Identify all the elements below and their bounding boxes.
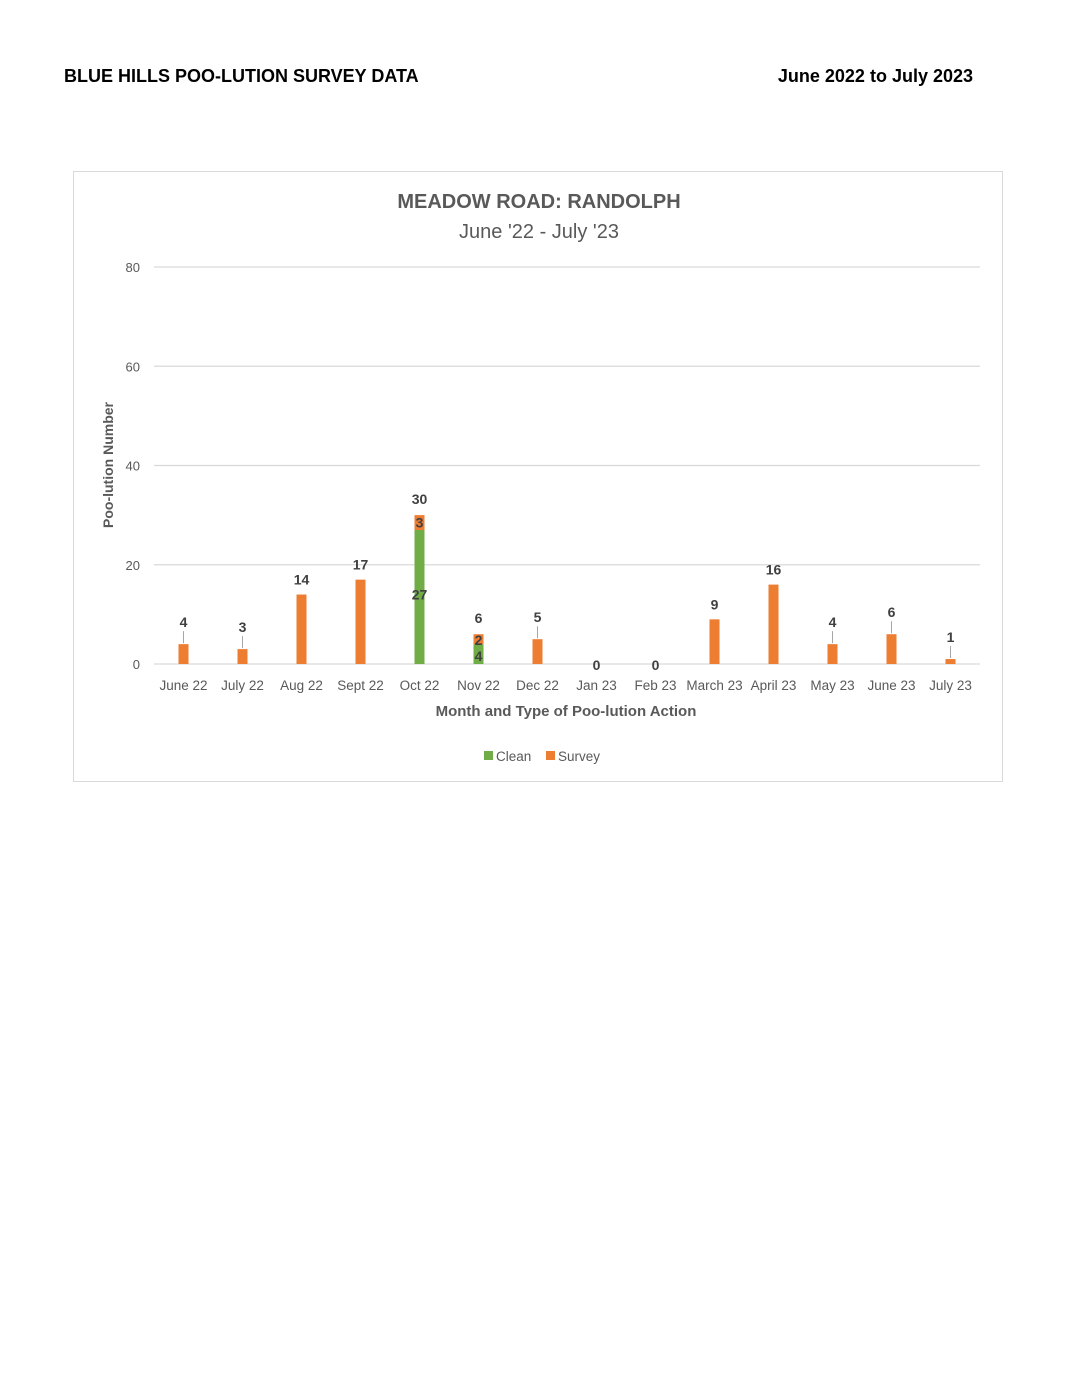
total-label-8: 0 <box>651 657 660 673</box>
x-tick-label: July 22 <box>221 678 264 693</box>
total-label-10: 16 <box>765 561 782 578</box>
y-tick-label: 80 <box>125 260 140 275</box>
total-label-9: 9 <box>710 596 719 613</box>
total-label-12: 6 <box>887 604 896 621</box>
total-label-1: 3 <box>238 619 247 636</box>
x-tick-label: Oct 22 <box>399 678 440 693</box>
total-label-7: 0 <box>592 657 601 673</box>
legend-swatch-clean <box>484 751 493 760</box>
y-tick-label: 40 <box>125 458 140 474</box>
x-tick-label: June 23 <box>867 678 916 693</box>
bar-survey-2 <box>297 595 307 664</box>
bars <box>179 515 956 664</box>
bar-survey-3 <box>356 580 366 664</box>
chart-title: MEADOW ROAD: RANDOLPH <box>397 191 681 213</box>
legend-label-survey: Survey <box>558 749 601 764</box>
total-label-3: 17 <box>352 556 369 573</box>
segment-label-2: 4 <box>474 648 483 664</box>
x-tick-label: Sept 22 <box>337 678 384 693</box>
x-tick-label: July 23 <box>929 678 972 693</box>
bar-survey-6 <box>533 639 543 664</box>
total-label-5: 6 <box>474 610 483 627</box>
legend-swatch-survey <box>546 751 555 760</box>
segment-label-0: 27 <box>411 586 428 603</box>
y-tick-label: 20 <box>125 557 140 573</box>
bar-survey-9 <box>710 619 720 664</box>
total-label-11: 4 <box>828 614 837 631</box>
segment-label-3: 2 <box>474 632 483 649</box>
x-tick-label: June 22 <box>159 678 208 693</box>
bar-survey-1 <box>238 649 248 664</box>
total-label-4: 30 <box>411 491 428 508</box>
x-tick-label: Feb 23 <box>634 678 677 693</box>
x-tick-label: April 23 <box>750 678 797 693</box>
page-header-date-range: June 2022 to July 2023 <box>777 66 973 86</box>
x-tick-label: Nov 22 <box>457 678 500 693</box>
total-label-13: 1 <box>946 629 955 646</box>
y-tick-label: 60 <box>125 359 140 375</box>
chart-subtitle: June '22 - July '23 <box>459 221 619 243</box>
data-labels <box>180 491 955 673</box>
page-header-title: BLUE HILLS POO-LUTION SURVEY DATA <box>64 66 419 86</box>
chart-container <box>73 171 1003 782</box>
bar-survey-11 <box>828 644 838 664</box>
bar-survey-10 <box>769 585 779 664</box>
legend <box>484 749 600 764</box>
y-axis-label: Poo-lution Number <box>100 402 116 528</box>
bar-survey-0 <box>179 644 189 664</box>
total-label-0: 4 <box>179 614 188 631</box>
legend-label-clean: Clean <box>496 749 532 764</box>
total-label-6: 5 <box>533 609 542 626</box>
x-tick-label: Dec 22 <box>516 678 559 693</box>
total-label-2: 14 <box>293 571 310 588</box>
x-tick-label: Aug 22 <box>280 678 323 693</box>
bar-survey-13 <box>946 659 956 664</box>
y-axis-ticks <box>126 260 140 672</box>
x-axis-ticks <box>159 678 971 693</box>
x-axis-label: Month and Type of Poo-lution Action <box>435 703 697 720</box>
x-tick-label: Jan 23 <box>576 678 617 693</box>
x-tick-label: May 23 <box>810 678 855 693</box>
bar-chart <box>74 172 1002 781</box>
segment-label-1: 3 <box>415 514 424 531</box>
bar-survey-12 <box>887 634 897 664</box>
y-tick-label: 0 <box>132 657 140 672</box>
gridlines <box>154 267 980 664</box>
x-tick-label: March 23 <box>686 678 743 693</box>
